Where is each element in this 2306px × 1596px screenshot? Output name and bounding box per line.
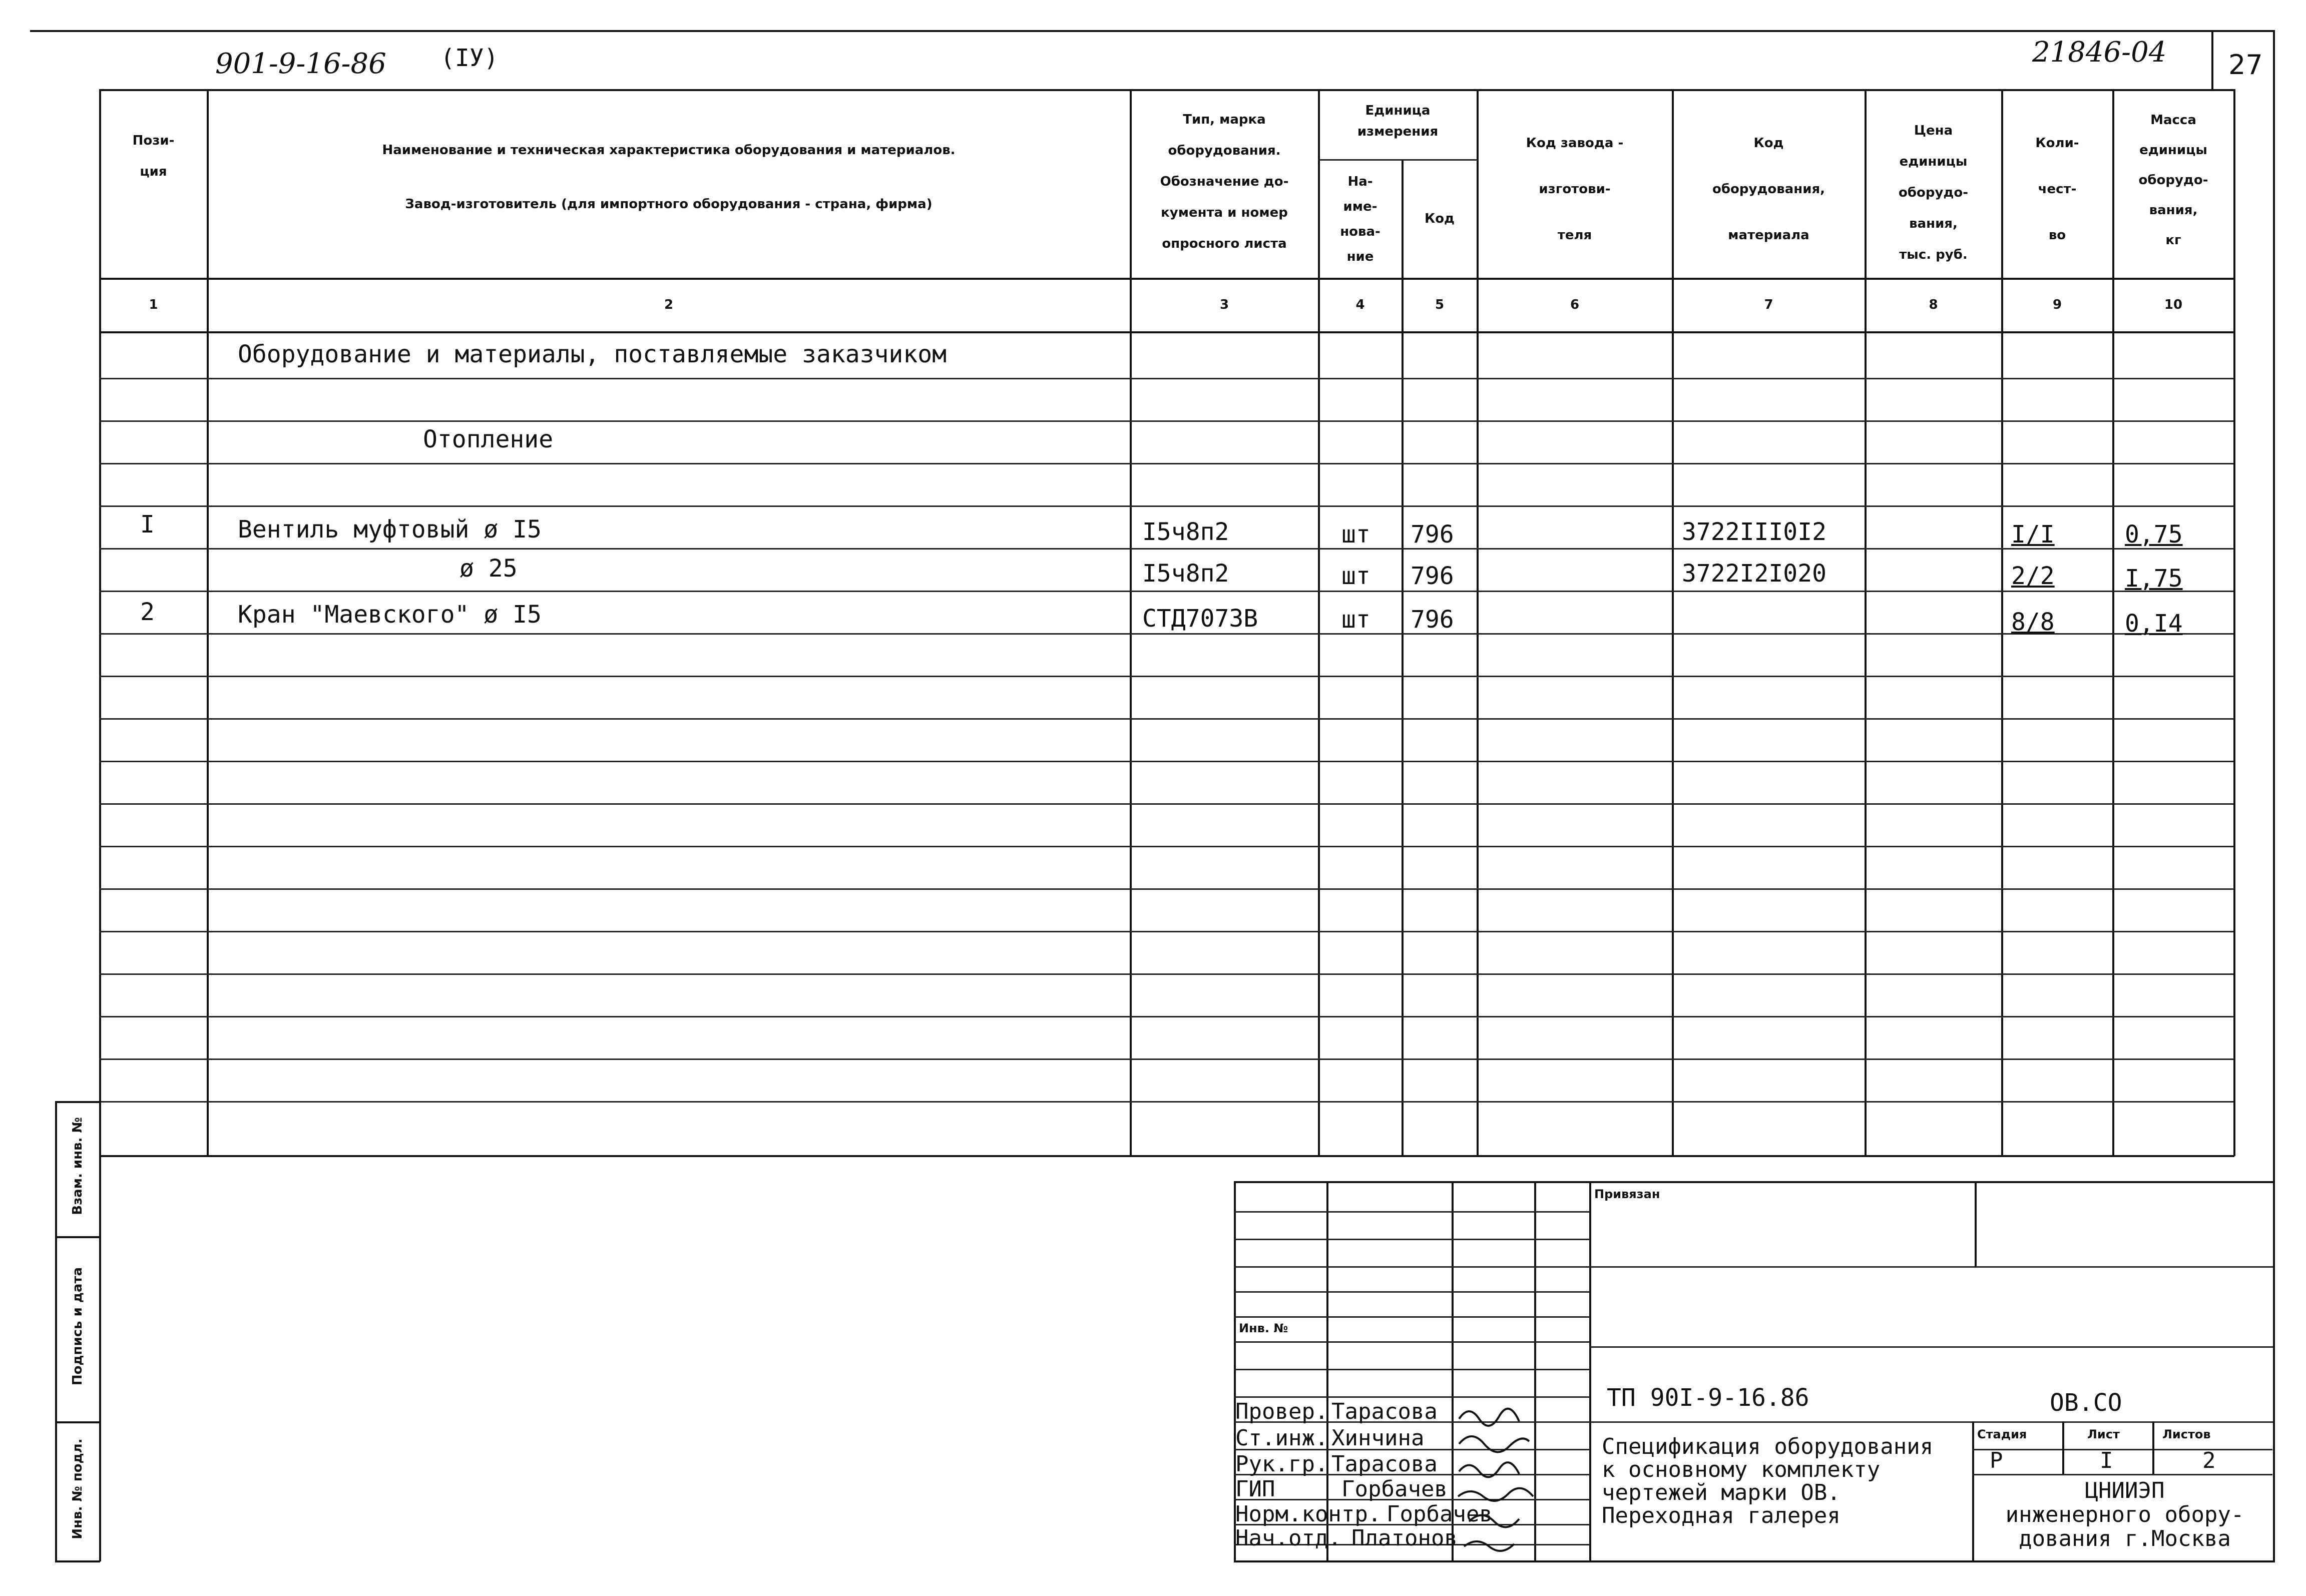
- sheets-value: 2: [2202, 1448, 2216, 1473]
- col-number-6: 6: [1570, 297, 1580, 312]
- privyazan-label: Привязан: [1594, 1187, 1660, 1201]
- roman-numeral: (IУ): [440, 44, 499, 72]
- inventory-label: Инв. №: [1239, 1321, 1288, 1335]
- sheet-label: Лист: [2087, 1427, 2120, 1441]
- sheet-value: I: [2100, 1448, 2113, 1473]
- organization: ЦНИИЭП инженерного обору- дования г.Москва: [2005, 1478, 2244, 1551]
- col-number-8: 8: [1929, 297, 1938, 312]
- name-group-lead: Тарасова: [1331, 1451, 1438, 1477]
- role-checker: Провер.: [1235, 1399, 1328, 1424]
- doc-code: ТП 90I-9-16.86: [1607, 1384, 1809, 1412]
- row2-code: 796: [1411, 562, 1454, 590]
- sheet-code: 21846-04: [2032, 36, 2167, 69]
- row1-position: I: [140, 510, 155, 539]
- doc-number: 901-9-16-86: [215, 48, 386, 80]
- row1-type: I5ч8п2: [1142, 518, 1229, 546]
- page-box-left: [2211, 30, 2213, 90]
- role-dept-head: Нач.отд.: [1235, 1525, 1341, 1551]
- header-mass: Масса единицы оборудо- вания, кг: [2138, 113, 2208, 248]
- row1-material-code: 3722III0I2: [1682, 518, 1826, 546]
- role-senior-engineer: Ст.инж.: [1235, 1425, 1328, 1451]
- row2-unit: шт: [1341, 562, 1370, 590]
- header-price: Цена единицы оборудо- вания, тыс. руб.: [1898, 123, 1969, 262]
- col-number-3: 3: [1219, 297, 1229, 312]
- row3-code: 796: [1411, 606, 1454, 634]
- side-label-inventory-replacement: Взам. инв. №: [70, 1117, 85, 1215]
- role-group-lead: Рук.гр.: [1235, 1451, 1328, 1477]
- header-quantity: Коли- чест- во: [2035, 136, 2079, 243]
- row2-material-code: 3722I2I020: [1682, 560, 1826, 588]
- name-norm-control: Горбачев: [1387, 1501, 1493, 1527]
- col-number-9: 9: [2052, 297, 2062, 312]
- side-label-inventory-original: Инв. № подл.: [70, 1438, 85, 1539]
- name-checker: Тарасова: [1331, 1399, 1438, 1424]
- row3-type: СТД7073В: [1142, 605, 1258, 633]
- header-unit-code: Код: [1424, 211, 1455, 226]
- frame-right: [2273, 30, 2275, 1561]
- header-type: Тип, марка оборудования. Обозначение до- кумента и номер опросного листа: [1160, 112, 1289, 251]
- row3-name: Кран "Маевского" ø I5: [238, 601, 542, 629]
- side-label-signature-date: Подпись и дата: [70, 1267, 85, 1386]
- col-number-2: 2: [664, 297, 674, 312]
- row1-name: Вентиль муфтовый ø I5: [238, 515, 542, 544]
- page-number: 27: [2228, 49, 2263, 81]
- row3-unit: шт: [1341, 606, 1370, 634]
- row1-mass: 0,75: [2125, 520, 2183, 549]
- header-name: Наименование и техническая характеристика оборудования и материалов.: [382, 143, 956, 158]
- stage-value: Р: [1990, 1448, 2003, 1473]
- col-number-5: 5: [1435, 297, 1445, 312]
- header-plant-code: Код завода - изготови- теля: [1526, 136, 1624, 243]
- header-position: Пози- ция: [132, 133, 175, 179]
- header-equipment-code: Код оборудования, материала: [1712, 136, 1825, 243]
- role-norm-control: Норм.контр.: [1235, 1501, 1381, 1527]
- col-number-7: 7: [1764, 297, 1773, 312]
- row3-mass: 0,I4: [2125, 610, 2183, 638]
- role-chief-engineer: ГИП: [1235, 1476, 1275, 1502]
- frame-top: [30, 30, 2275, 32]
- section-heading-heating: Отопление: [423, 425, 554, 453]
- row2-quantity: 2/2: [2011, 562, 2055, 590]
- document-title: Спецификация оборудования к основному комплекту чертежей марки ОВ. Переходная галерея: [1602, 1434, 1934, 1528]
- col-number-10: 10: [2164, 297, 2183, 312]
- row3-position: 2: [140, 598, 155, 626]
- row1-code: 796: [1411, 520, 1454, 549]
- name-senior-engineer: Хинчина: [1331, 1425, 1425, 1451]
- row3-quantity: 8/8: [2011, 608, 2055, 636]
- row1-unit: шт: [1341, 520, 1370, 549]
- header-manufacturer: Завод-изготовитель (для импортного оборудования - страна, фирма): [405, 197, 933, 212]
- stage-label: Стадия: [1977, 1427, 2027, 1441]
- row1-quantity: I/I: [2011, 520, 2055, 549]
- section-heading-customer: Оборудование и материалы, поставляемые заказчиком: [238, 340, 947, 368]
- col-number-1: 1: [149, 297, 158, 312]
- name-dept-head: Платонов: [1351, 1525, 1458, 1551]
- signature-marks: [1454, 1399, 1539, 1559]
- row2-name: ø 25: [459, 555, 518, 583]
- header-unit: Единица измерения: [1357, 103, 1439, 139]
- col-number-4: 4: [1355, 297, 1365, 312]
- sheets-label: Листов: [2162, 1427, 2211, 1441]
- section-code: ОВ.СО: [2050, 1389, 2122, 1417]
- header-unit-name: На- име- нова- ние: [1340, 174, 1380, 264]
- row2-type: I5ч8п2: [1142, 560, 1229, 588]
- name-chief-engineer: Горбачев: [1341, 1476, 1448, 1502]
- row2-mass: I,75: [2125, 565, 2183, 593]
